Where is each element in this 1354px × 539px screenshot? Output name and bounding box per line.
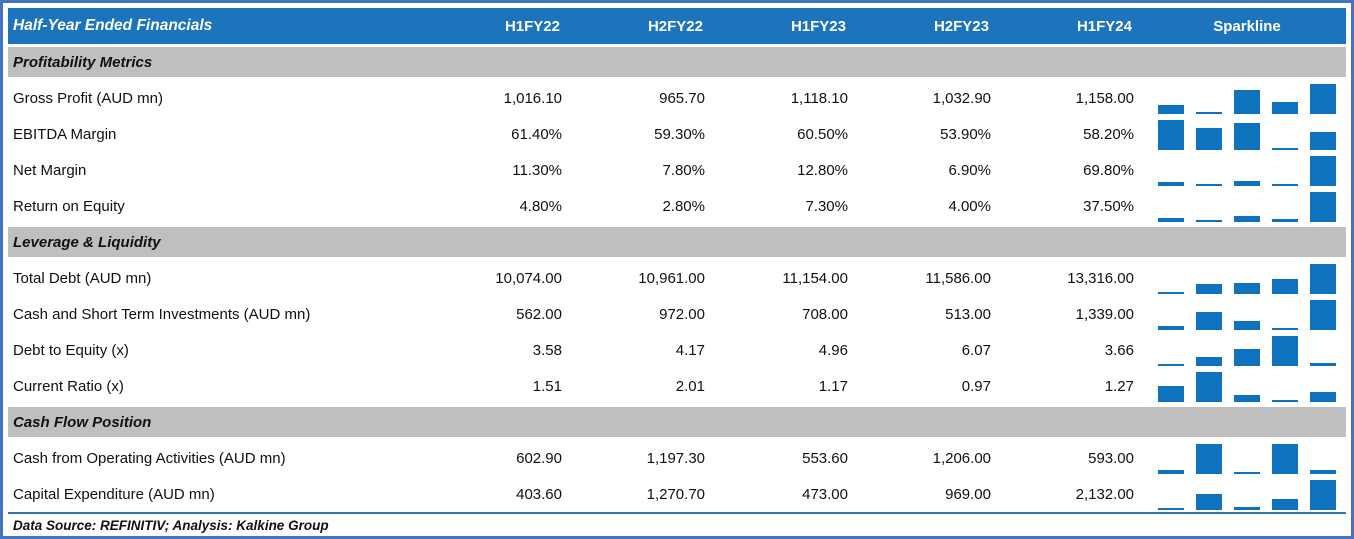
value-cell: 965.70 [659, 89, 705, 107]
row-label: Current Ratio (x) [13, 377, 124, 395]
sparkline-bar [1158, 508, 1184, 510]
value-cell: 10,074.00 [495, 269, 562, 287]
sparkline-bar [1272, 336, 1298, 366]
sparkline-bar [1158, 105, 1184, 114]
sparkline-bar [1310, 264, 1336, 294]
value-cell: 2.01 [675, 377, 705, 395]
sparkline-bar [1196, 128, 1222, 150]
value-cell: 969.00 [945, 485, 991, 503]
table-row [8, 332, 1346, 368]
sparkline-bar [1196, 444, 1222, 474]
sparkline-bar [1196, 112, 1222, 114]
value-cell: 1,016.10 [503, 89, 562, 107]
section-header-label: Profitability Metrics [8, 47, 1346, 77]
sparkline-bar [1272, 328, 1298, 330]
table-row [8, 368, 1346, 404]
page-title: Half-Year Ended Financials [13, 17, 213, 34]
table-row [8, 476, 1346, 512]
row-label: Net Margin [13, 161, 87, 179]
value-cell: 3.58 [532, 341, 562, 359]
table-row [8, 80, 1346, 116]
sparkline-bar [1310, 192, 1336, 222]
table-row [8, 152, 1346, 188]
sparkline-bar [1196, 372, 1222, 402]
section-header [8, 44, 1346, 80]
row-label: Capital Expenditure (AUD mn) [13, 485, 215, 503]
sparkline [1148, 116, 1346, 152]
value-cell: 4.00% [948, 197, 991, 215]
value-cell: 4.80% [519, 197, 562, 215]
table-row [8, 260, 1346, 296]
value-cell: 1.27 [1104, 377, 1134, 395]
sparkline [1148, 188, 1346, 224]
value-cell: 12.80% [797, 161, 848, 179]
table-row [8, 116, 1346, 152]
value-cell: 1,158.00 [1075, 89, 1134, 107]
sparkline-bar [1196, 494, 1222, 510]
sparkline-bar [1272, 148, 1298, 150]
sparkline-bar [1272, 400, 1298, 402]
value-cell: 2,132.00 [1075, 485, 1134, 503]
sparkline-bar [1310, 300, 1336, 330]
value-cell: 602.90 [516, 449, 562, 467]
value-cell: 1,206.00 [932, 449, 991, 467]
sparkline-bar [1234, 321, 1260, 330]
sparkline-bar [1196, 312, 1222, 330]
sparkline-bar [1234, 507, 1260, 510]
value-cell: 61.40% [511, 125, 562, 143]
sparkline-bar [1272, 184, 1298, 186]
column-header-h1fy22: H1FY22 [504, 17, 560, 35]
value-cell: 972.00 [659, 305, 705, 323]
sparkline-bar [1272, 102, 1298, 114]
row-label: Total Debt (AUD mn) [13, 269, 152, 287]
sparkline [1148, 260, 1346, 296]
value-cell: 10,961.00 [638, 269, 705, 287]
sparkline-bar [1158, 364, 1184, 366]
value-cell: 1.51 [532, 377, 562, 395]
column-header-h2fy23: H2FY23 [933, 17, 989, 35]
value-cell: 1,197.30 [646, 449, 705, 467]
value-cell: 58.20% [1083, 125, 1134, 143]
value-cell: 37.50% [1083, 197, 1134, 215]
sparkline-bar [1158, 120, 1184, 150]
value-cell: 593.00 [1088, 449, 1134, 467]
sparkline [1148, 296, 1346, 332]
value-cell: 60.50% [797, 125, 848, 143]
value-cell: 1.17 [818, 377, 848, 395]
row-label: Cash and Short Term Investments (AUD mn) [13, 305, 311, 323]
sparkline-bar [1310, 392, 1336, 402]
value-cell: 13,316.00 [1067, 269, 1134, 287]
sparkline-bar [1196, 184, 1222, 186]
sparkline-bar [1310, 84, 1336, 114]
section-header-label: Cash Flow Position [8, 407, 1346, 437]
sparkline-bar [1196, 284, 1222, 294]
sparkline-bar [1234, 349, 1260, 367]
sparkline [1148, 332, 1346, 368]
value-cell: 4.96 [818, 341, 848, 359]
sparkline-bar [1158, 292, 1184, 294]
sparkline-bar [1272, 279, 1298, 294]
value-cell: 6.90% [948, 161, 991, 179]
sparkline [1148, 152, 1346, 188]
value-cell: 53.90% [940, 125, 991, 143]
sparkline-bar [1310, 132, 1336, 150]
sparkline-bar [1310, 156, 1336, 186]
sparkline-bar [1310, 480, 1336, 510]
value-cell: 553.60 [802, 449, 848, 467]
value-cell: 4.17 [675, 341, 705, 359]
table-row [8, 188, 1346, 224]
sparkline-bar [1158, 182, 1184, 186]
sparkline-bar [1272, 444, 1298, 474]
value-cell: 708.00 [802, 305, 848, 323]
section-header-label: Leverage & Liquidity [8, 227, 1346, 257]
row-label: Return on Equity [13, 197, 125, 215]
value-cell: 1,270.70 [646, 485, 705, 503]
value-cell: 1,118.10 [790, 89, 848, 107]
table-row [8, 440, 1346, 476]
sparkline-bar [1158, 386, 1184, 403]
sparkline-bar [1234, 90, 1260, 114]
value-cell: 2.80% [662, 197, 705, 215]
data-source-note: Data Source: REFINITIV; Analysis: Kalkine Group [13, 518, 329, 533]
value-cell: 6.07 [961, 341, 991, 359]
sparkline-bar [1272, 219, 1298, 222]
row-label: Debt to Equity (x) [13, 341, 129, 359]
table-header-row [8, 8, 1346, 44]
row-label: Gross Profit (AUD mn) [13, 89, 164, 107]
sparkline-bar [1158, 470, 1184, 474]
sparkline [1148, 368, 1346, 404]
sparkline-bar [1310, 470, 1336, 474]
sparkline-bar [1234, 395, 1260, 402]
sparkline-bar [1196, 220, 1222, 222]
value-cell: 473.00 [802, 485, 848, 503]
value-cell: 0.97 [961, 377, 991, 395]
row-label: Cash from Operating Activities (AUD mn) [13, 449, 286, 467]
column-header-sparkline: Sparkline [1213, 17, 1281, 35]
column-header-h1fy23: H1FY23 [790, 17, 846, 35]
column-header-h1fy24: H1FY24 [1076, 17, 1132, 35]
sparkline-bar [1234, 181, 1260, 186]
value-cell: 11.30% [512, 161, 562, 179]
sparkline [1148, 476, 1346, 512]
sparkline [1148, 80, 1346, 116]
value-cell: 513.00 [945, 305, 991, 323]
sparkline-bar [1234, 216, 1260, 222]
table-body [8, 44, 1346, 512]
value-cell: 1,032.90 [932, 89, 991, 107]
value-cell: 11,154.00 [782, 269, 848, 287]
section-header [8, 224, 1346, 260]
value-cell: 3.66 [1104, 341, 1134, 359]
value-cell: 562.00 [516, 305, 562, 323]
value-cell: 69.80% [1083, 161, 1134, 179]
value-cell: 403.60 [516, 485, 562, 503]
value-cell: 59.30% [654, 125, 705, 143]
column-header-h2fy22: H2FY22 [647, 17, 703, 35]
value-cell: 11,586.00 [925, 269, 991, 287]
table-row [8, 296, 1346, 332]
sparkline [1148, 440, 1346, 476]
value-cell: 7.30% [805, 197, 848, 215]
sparkline-bar [1158, 218, 1184, 222]
row-label: EBITDA Margin [13, 125, 117, 143]
sparkline-bar [1158, 326, 1184, 330]
sparkline-bar [1272, 499, 1298, 510]
sparkline-bar [1234, 472, 1260, 474]
value-cell: 7.80% [662, 161, 705, 179]
sparkline-bar [1310, 363, 1336, 366]
section-header [8, 404, 1346, 440]
sparkline-bar [1234, 123, 1260, 150]
sparkline-bar [1196, 357, 1222, 366]
sparkline-bar [1234, 283, 1260, 294]
value-cell: 1,339.00 [1075, 305, 1134, 323]
